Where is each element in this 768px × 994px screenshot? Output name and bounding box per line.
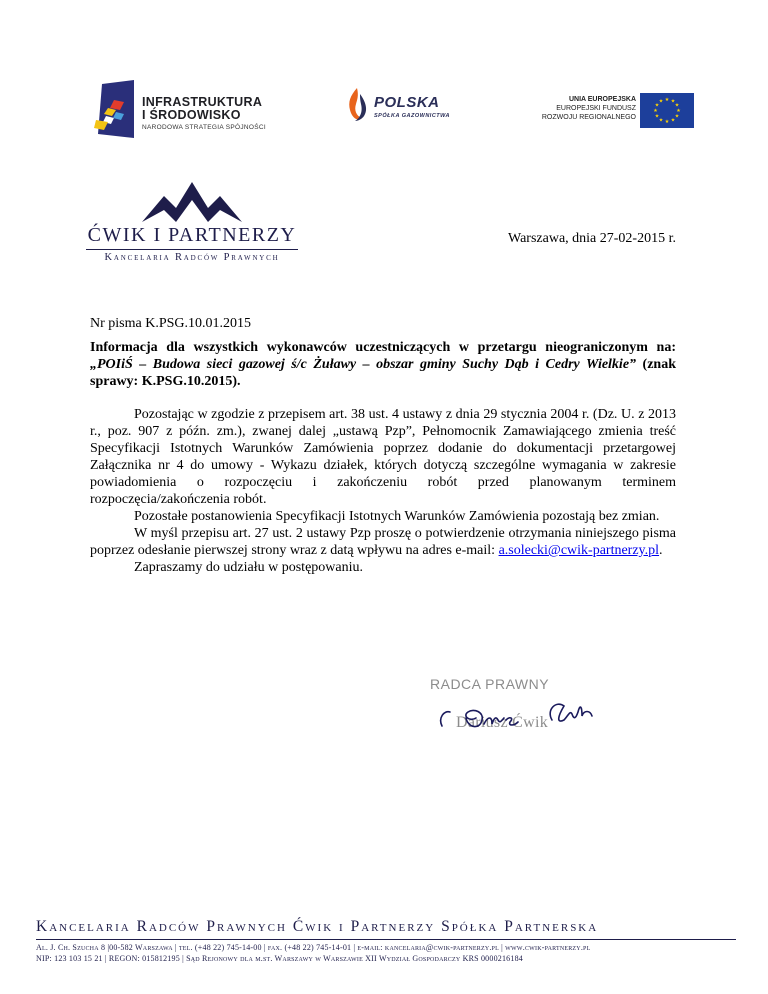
signature-stamp (428, 676, 608, 756)
footer-contact-line: Al. J. Ch. Szucha 8 |00-582 Warszawa | tel. (+48 22) 745-14-00 | fax. (+48 22) 745-14-01 | e-mail: kancelaria@cwik-partnerzy.pl | www.cwik-partnerzy.pl (36, 943, 591, 952)
svg-text:★: ★ (654, 113, 660, 120)
program-emblem-icon (94, 80, 136, 138)
eu-line1: UNIA EUROPEJSKA (568, 96, 636, 103)
psg-logo (346, 86, 486, 126)
footer-firm-name: Kancelaria Radców Prawnych Ćwik i Partnerzy Spółka Partnerska (36, 918, 599, 935)
svg-text:★: ★ (653, 108, 658, 114)
paragraph-4: Zapraszamy do udziału w postępowaniu. (134, 560, 363, 575)
iis-line3: NARODOWA STRATEGIA SPÓJNOŚCI (142, 124, 266, 131)
eu-flag-icon (640, 93, 694, 128)
firm-logo (82, 178, 302, 268)
flame-icon (346, 88, 368, 122)
paragraph-3-text: W myśl przepisu art. 27 ust. 2 ustawy Pzp proszę o potwierdzenie otrzymania niniejszego pisma poprzez odesłanie pierwszej strony wraz z datą wpływu na adres e-mail: (90, 526, 676, 558)
subject-title: „POIiŚ – Budowa sieci gazowej ś/c Żuławy – obszar gminy Suchy Dąb i Cedry Wielkie” (90, 357, 637, 372)
svg-text:★: ★ (676, 108, 681, 114)
place-date: Warszawa, dnia 27-02-2015 r. (508, 231, 676, 246)
svg-text:★: ★ (658, 117, 664, 124)
email-link[interactable]: a.solecki@cwik-partnerzy.pl (498, 543, 660, 558)
svg-text:★: ★ (664, 119, 670, 125)
infrastruktura-srodowisko-logo (94, 80, 294, 140)
mountain-logo-icon (142, 178, 242, 222)
letter-footer (36, 918, 736, 964)
reference-number: Nr pisma K.PSG.10.01.2015 (90, 316, 252, 331)
stamp-title: RADCA PRAWNY (430, 676, 550, 692)
svg-text:★: ★ (674, 113, 680, 120)
svg-text:★: ★ (674, 102, 680, 109)
letter-subject (90, 339, 676, 390)
eu-logo (538, 93, 698, 133)
handwritten-signature (428, 690, 608, 740)
eu-line3: ROZWOJU REGIONALNEGO (541, 114, 636, 121)
firm-name: ĆWIK I PARTNERZY (87, 224, 297, 246)
psg-subtitle: SPÓŁKA GAZOWNICTWA (374, 113, 451, 119)
firm-logo-divider (86, 249, 298, 250)
subject-tail: (znak sprawy: K.PSG.10.2015). (90, 357, 676, 389)
eu-line2: EUROPEJSKI FUNDUSZ (556, 105, 636, 112)
iis-line1: INFRASTRUKTURA (142, 95, 263, 109)
paragraph-3 (90, 525, 676, 559)
paragraph-2: Pozostałe postanowienia Specyfikacji Istotnych Warunków Zamówienia pozostają bez zmian. (134, 509, 660, 524)
footer-divider (36, 939, 736, 940)
paragraph-1: Pozostając w zgodzie z przepisem art. 38 ust. 4 ustawy z dnia 29 stycznia 2004 r. (Dz. U. z 2013 r., poz. 907 z późn. zm.), zwanej dalej „ustawą Pzp”, Pełnomocnik Zamawiającego zmienia treść Specyfikacji Istotnych Warunków Zamówienia poprzez dodanie do dokumentacji przetargowej Załącznika nr 4 do umowy - Wykazu działek, których dotyczą szczególne wymagania w zakresie powiadomienia o rozpoczęciu i zakończeniu robót przed planowanym terminem rozpoczęcia/zakończenia robót. (90, 407, 676, 507)
paragraph-3-end: . (659, 543, 663, 558)
svg-text:★: ★ (664, 97, 670, 103)
subject-lead: Informacja dla wszystkich wykonawców uczestniczących w przetargu nieograniczonym na: (90, 340, 676, 355)
footer-registry-line: NIP: 123 103 15 21 | REGON: 015812195 | Sąd Rejonowy dla m.st. Warszawy w Warszawie XII Wydział Gospodarczy KRS 0000216184 (36, 954, 523, 963)
firm-subtitle: Kancelaria Radców Prawnych (104, 252, 280, 263)
svg-text:★: ★ (654, 102, 660, 109)
svg-text:★: ★ (670, 98, 676, 105)
svg-text:★: ★ (670, 117, 676, 124)
svg-text:★: ★ (658, 98, 664, 105)
letter-body (90, 406, 676, 576)
iis-line2: I ŚRODOWISKO (142, 108, 241, 122)
stamp-name: Dariusz Ćwik (456, 714, 549, 731)
psg-name: POLSKA (374, 94, 440, 111)
